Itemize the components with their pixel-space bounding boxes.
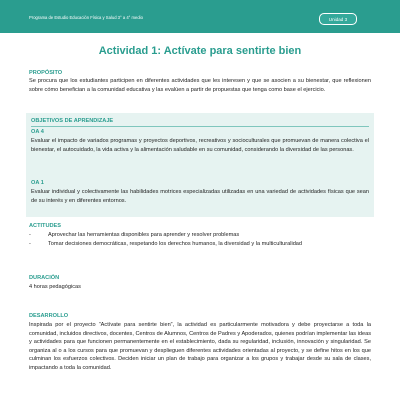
unit-badge: Unidad 3 [319,13,357,25]
objectives-divider [31,126,369,127]
attitude-text: Aprovechar las herramientas disponibles para aprender y resolver problemas [48,232,240,238]
purpose-text: Se procura que los estudiantes participen en diferentes actividades que les interesen y que se asocien a su bienestar, que reflexionen sobre cómo benefician a la comunidad educativa y las evalúen a partir de propuestas que tenga como base el ejercicio. [29,78,371,93]
bullet-dash: - [29,232,31,238]
bullet-dash: - [29,241,31,247]
development-label: DESARROLLO [29,313,69,319]
objective-code: OA 1 [31,180,44,186]
duration-label: DURACIÓN [29,275,60,281]
page-header [0,0,400,33]
purpose-label: PROPÓSITO [29,70,63,76]
objective-text: Evaluar individual y colectivamente las habilidades motrices especializadas utilizadas en una variedad de actividades físicas que sean de su interés y en diferentes entornos. [31,189,369,204]
attitudes-label: ACTITUDES [29,223,62,229]
objective-code: OA 4 [31,129,44,135]
development-text: Inspirada por el proyecto “Actívate para sentirte bien”, la actividad es particularmente motivadora y debe proyectarse a toda la comunidad, incluidos directivos, docentes, Centros de Alumnos, Centros de Padres y Apoderados, quienes podrían implementar las ideas y actividades para que funcionen permanentemente en el establecimiento, dada su regularidad, inclusión, innovación y singularidad. Se organiza al o a los cursos para que promuevan y desplieguen diferentes actividades orientadas al proyecto, y se define hitos en los que culminan los esfuerzos colectivos. Deciden iniciar un plan de trabajo para organizar a los grupos y trabajar desde su sala de clases, impactando a toda la comunidad. [29,322,371,371]
attitude-text: Tomar decisiones democráticas, respetando los derechos humanos, la diversidad y la multiculturalidad [48,241,303,247]
objectives-box [26,113,374,217]
objective-text: Evaluar el impacto de variados programas y proyectos deportivos, recreativos y socioculturales que promuevan de manera colectiva el bienestar, el autocuidado, la vida activa y la alimentación saludable en su comunidad, considerando la diversidad de las personas. [31,138,369,153]
program-title: Programa de Estudio Educación Física y Salud 3° a 4° medio [29,15,143,20]
activity-title: Actividad 1: Actívate para sentirte bien [98,45,302,57]
duration-text: 4 horas pedagógicas [29,284,81,290]
objectives-label: OBJETIVOS DE APRENDIZAJE [31,118,114,124]
